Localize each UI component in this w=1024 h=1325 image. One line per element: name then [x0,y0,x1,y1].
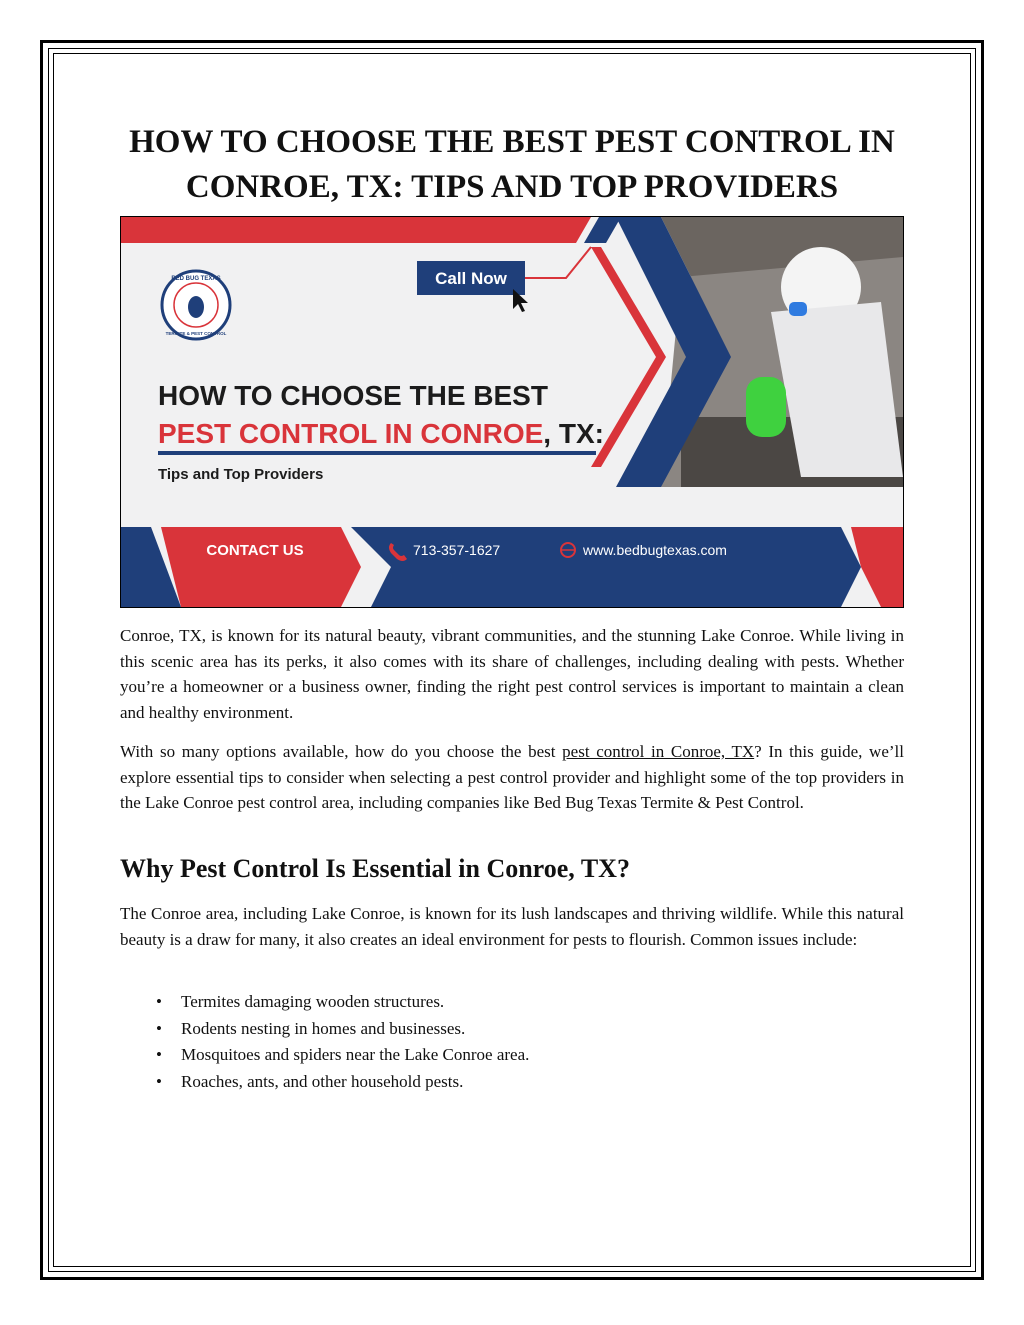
list-item-text: Roaches, ants, and other household pests. [181,1071,464,1091]
pest-issues-list [120,989,904,1095]
intro-paragraph-2 [120,739,904,816]
list-item [120,1069,904,1096]
pest-control-conroe-link[interactable]: pest control in Conroe, TX [562,742,755,761]
banner-headline-1: HOW TO CHOOSE THE BEST [158,380,548,411]
contact-us-button[interactable] [161,527,361,607]
logo-text-top: BED BUG TEXAS [171,276,221,282]
list-item [120,989,904,1016]
banner-subheadline: Tips and Top Providers [158,466,324,483]
list-item-text: Rodents nesting in homes and businesses. [181,1018,466,1038]
banner-headline-2-red: PEST CONTROL IN CONROE [158,418,544,449]
banner-headline-2-dark: , TX: [543,418,604,449]
logo-text-bottom: TERMITE & PEST CONTROL [165,331,227,336]
headline-underline [158,451,596,455]
title-line-1: HOW TO CHOOSE THE BEST PEST CONTROL IN [129,124,895,160]
banner-graphic [121,217,903,607]
list-item-text: Termites damaging wooden structures. [181,992,445,1011]
banner-image [120,216,904,608]
section-paragraph: The Conroe area, including Lake Conroe, is known for its lush landscapes and thriving wildlife. While this natural beauty is a draw for many, it also creates an ideal environment for pests to flourish. Common issues include: [120,904,904,949]
document-title [120,120,904,210]
intro-paragraph-2-after: ? In this guide, we’ll explore essential tips to consider when selecting a pest control provider and highlight some of the top providers in the Lake Conroe pest control area, including companies like Bed Bug Texas Termite & Pest Control. [120,742,904,812]
banner-website[interactable]: www.bedbugtexas.com [583,542,727,558]
list-item [120,1042,904,1069]
bullet-icon: • [156,992,162,1011]
banner-phone: 713-357-1627 [413,542,501,558]
title-line-2: CONROE, TX: TIPS AND TOP PROVIDERS [185,169,839,205]
bullet-icon: • [156,1018,162,1038]
bullet-icon: • [156,1071,162,1091]
list-item [120,1016,904,1043]
contact-info-bar [351,527,861,607]
document-header [120,120,904,210]
intro-paragraph-2-before: With so many options available, how do you choose the best [120,742,563,761]
bug-icon [188,296,204,318]
intro-paragraph-1: Conroe, TX, is known for its natural beauty, vibrant communities, and the stunning Lake Conroe. While living in this scenic area has its perks, it also comes with its share of challenges, including dealing with pests. Whether you’re a homeowner or a business owner, finding the right pest control services is important to maintain a clean and healthy environment. [120,626,904,722]
banner-headline-2 [158,418,604,449]
photo-glove [789,302,807,316]
section-heading: Why Pest Control Is Essential in Conroe, TX? [120,854,630,883]
call-now-label: Call Now [435,269,507,288]
contact-us-label: CONTACT US [206,542,304,559]
photo-sprayer [746,377,786,437]
list-item-text: Mosquitoes and spiders near the Lake Conroe area. [181,1045,530,1064]
bullet-icon: • [156,1045,162,1064]
top-red-stripe [121,217,591,243]
